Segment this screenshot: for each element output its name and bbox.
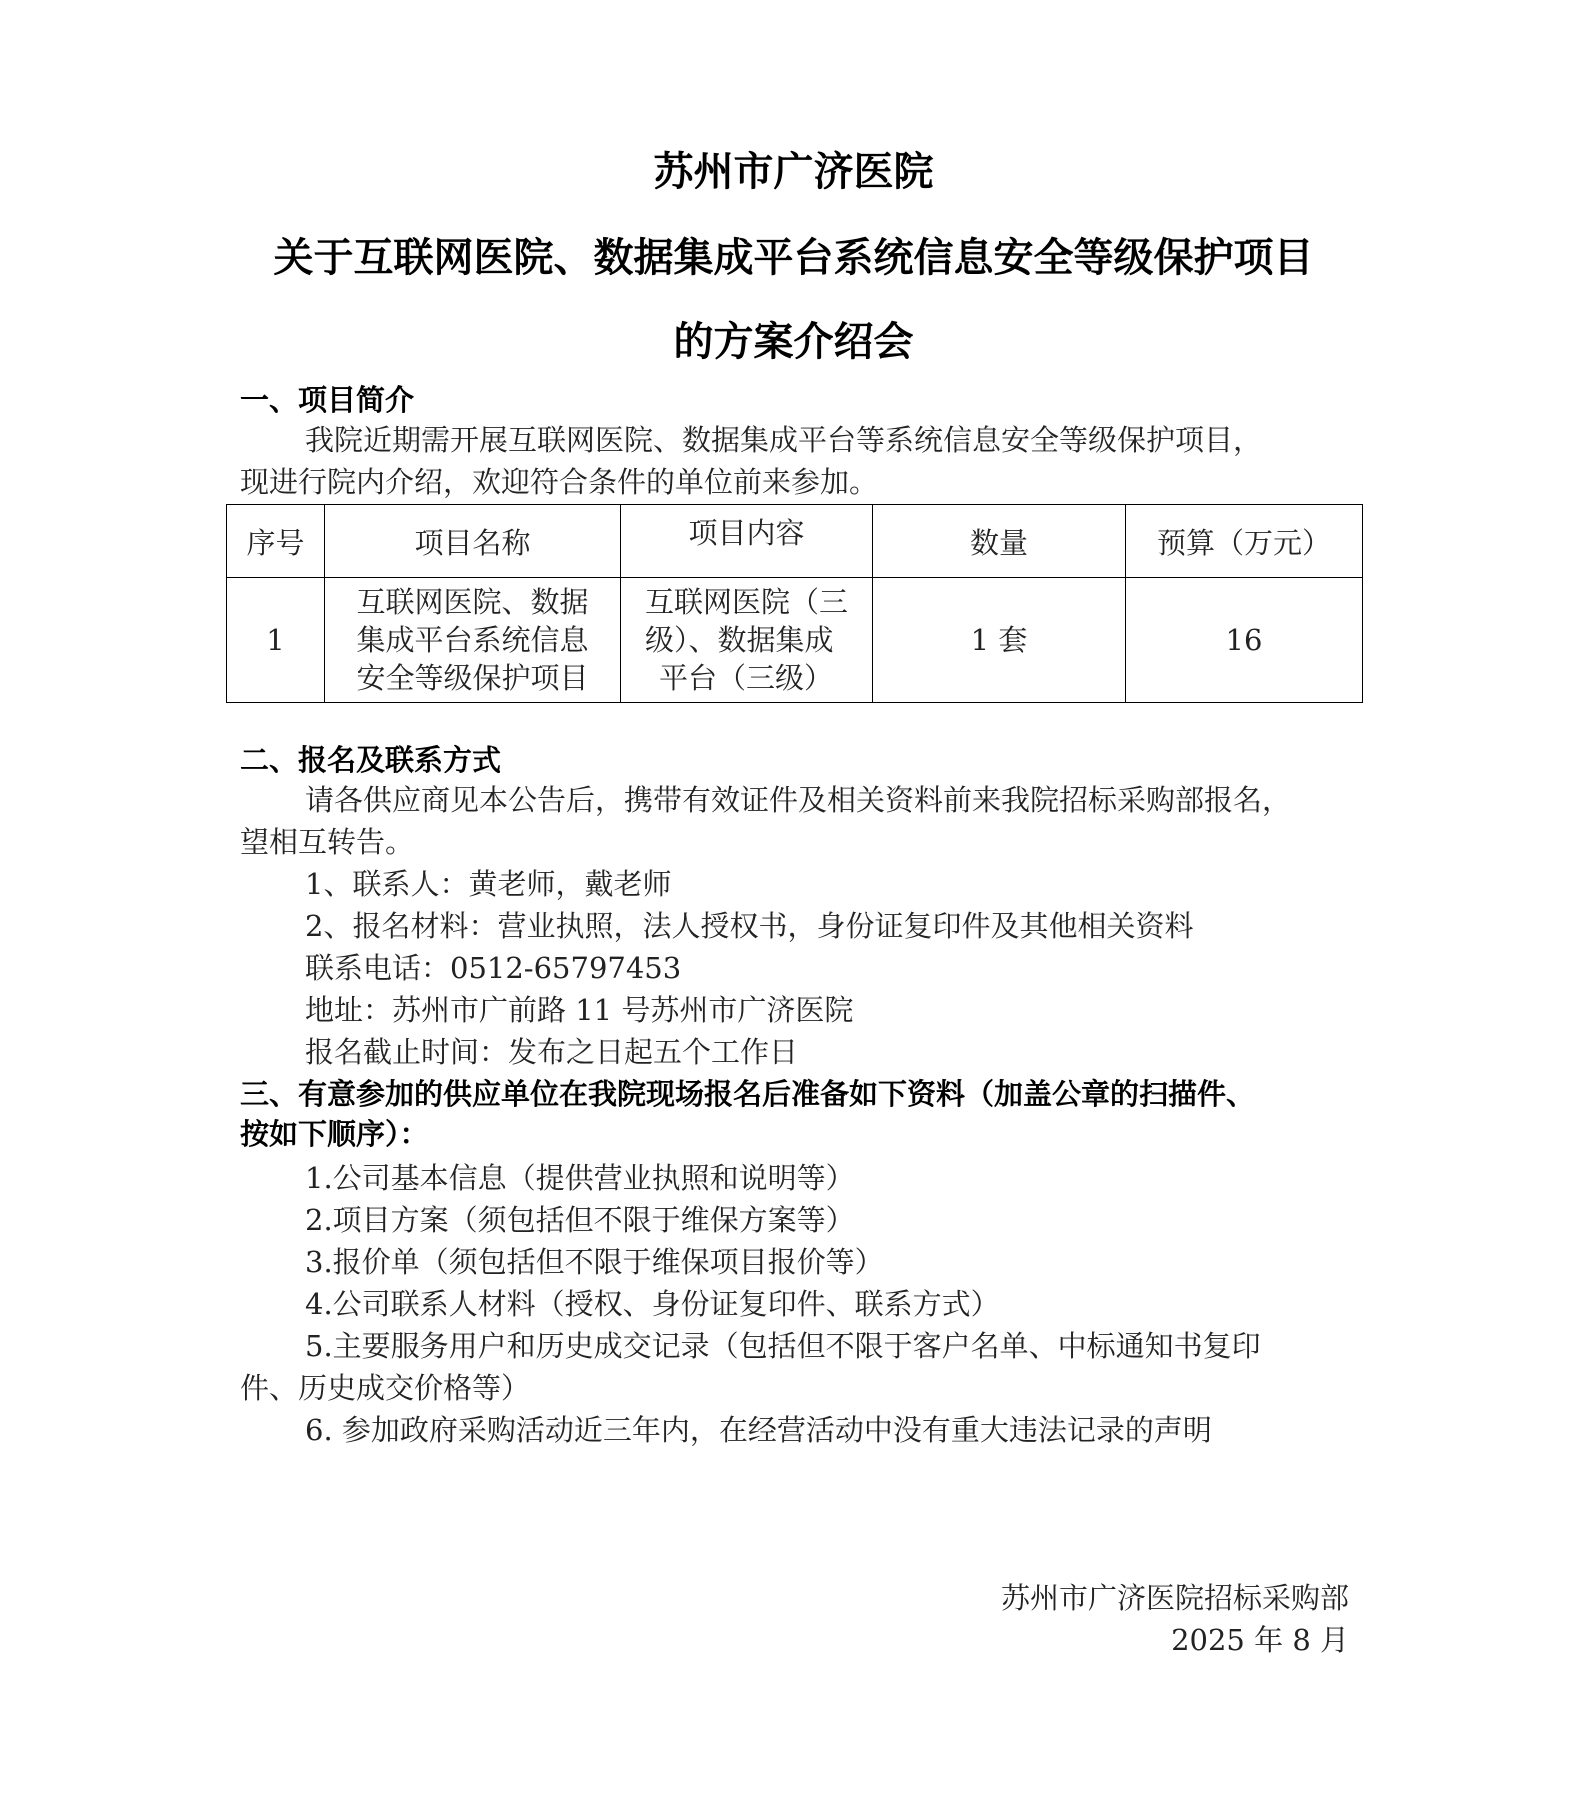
cell-content-line-2: 级）、数据集成 bbox=[644, 623, 834, 657]
list-item-6: 6. 参加政府采购活动近三年内，在经营活动中没有重大违法记录的声明 bbox=[305, 1413, 1212, 1447]
section2-heading: 二、报名及联系方式 bbox=[240, 743, 502, 777]
title-line-2: 关于互联网医院、数据集成平台系统信息安全等级保护项目 bbox=[273, 235, 1314, 281]
signature-org: 苏州市广济医院招标采购部 bbox=[1000, 1581, 1349, 1615]
section3-heading-line1: 三、有意参加的供应单位在我院现场报名后准备如下资料（加盖公章的扫描件、 bbox=[240, 1077, 1256, 1111]
section2-para-line1: 请各供应商见本公告后，携带有效证件及相关资料前来我院招标采购部报名， bbox=[305, 783, 1292, 817]
list-item-1: 1.公司基本信息（提供营业执照和说明等） bbox=[305, 1161, 855, 1195]
cell-content-line-1: 互联网医院（三 bbox=[644, 585, 848, 619]
header-index: 序号 bbox=[227, 505, 325, 578]
cell-index: 1 bbox=[227, 578, 325, 703]
header-name: 项目名称 bbox=[325, 505, 621, 578]
header-budget: 预算（万元） bbox=[1126, 505, 1363, 578]
cell-name-line-1: 互联网医院、数据 bbox=[356, 585, 589, 619]
section1-para-line2: 现进行院内介绍，欢迎符合条件的单位前来参加。 bbox=[240, 465, 879, 499]
table-row bbox=[227, 578, 1363, 703]
section1-heading: 一、项目简介 bbox=[240, 383, 415, 417]
list-item-4: 4.公司联系人材料（授权、身份证复印件、联系方式） bbox=[305, 1287, 1000, 1321]
address: 地址：苏州市广前路 11 号苏州市广济医院 bbox=[305, 993, 854, 1027]
cell-name-line-2: 集成平台系统信息 bbox=[356, 623, 589, 657]
cell-quantity: 1 套 bbox=[873, 578, 1126, 703]
cell-content bbox=[621, 578, 873, 703]
cell-content-line-3: 平台（三级） bbox=[658, 661, 833, 695]
project-table bbox=[226, 504, 1363, 703]
signature-date: 2025 年 8 月 bbox=[1171, 1623, 1349, 1657]
section2-para-line2: 望相互转告。 bbox=[240, 825, 415, 859]
title-line-1: 苏州市广济医院 bbox=[653, 149, 934, 195]
list-item-2: 2.项目方案（须包括但不限于维保方案等） bbox=[305, 1203, 855, 1237]
registration-deadline: 报名截止时间：发布之日起五个工作日 bbox=[305, 1035, 799, 1069]
registration-materials: 2、报名材料：营业执照，法人授权书，身份证复印件及其他相关资料 bbox=[305, 909, 1194, 943]
list-item-5-line1: 5.主要服务用户和历史成交记录（包括但不限于客户名单、中标通知书复印 bbox=[305, 1329, 1261, 1363]
contact-person: 1、联系人：黄老师，戴老师 bbox=[305, 867, 672, 901]
section1-para-line1: 我院近期需开展互联网医院、数据集成平台等系统信息安全等级保护项目， bbox=[305, 423, 1263, 457]
list-item-5-line2: 件、历史成交价格等） bbox=[240, 1371, 531, 1405]
contact-phone: 联系电话：0512-65797453 bbox=[305, 951, 682, 985]
table-header-row bbox=[227, 505, 1363, 578]
cell-budget: 16 bbox=[1126, 578, 1363, 703]
cell-name-line-3: 安全等级保护项目 bbox=[356, 661, 589, 695]
header-quantity: 数量 bbox=[873, 505, 1126, 578]
list-item-3: 3.报价单（须包括但不限于维保项目报价等） bbox=[305, 1245, 884, 1279]
title-line-3: 的方案介绍会 bbox=[673, 319, 914, 365]
header-content: 项目内容 bbox=[621, 505, 873, 578]
cell-name bbox=[325, 578, 621, 703]
section3-heading-line2: 按如下顺序）： bbox=[240, 1117, 429, 1151]
